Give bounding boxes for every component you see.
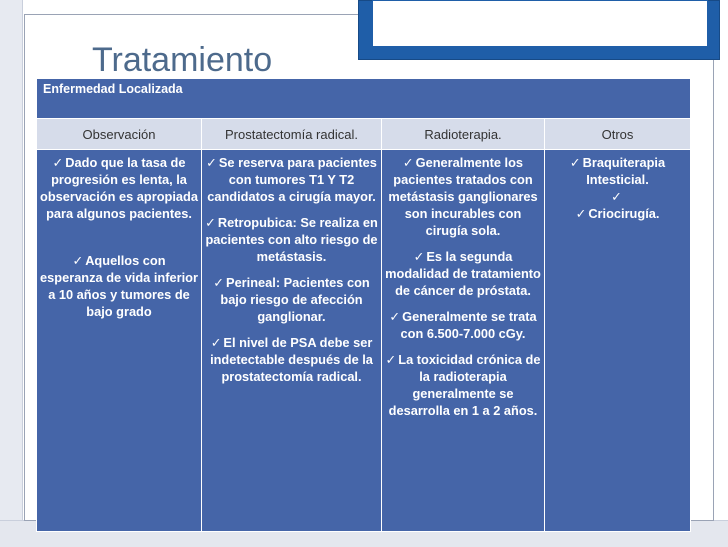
list-item [548,205,687,222]
column-header-otros: Otros [545,119,691,150]
column-header-row [37,119,691,150]
column-header-prostatectomia: Prostatectomía radical. [202,119,382,150]
checkmark-icon: ✓ [72,253,84,268]
cell-radioterapia [382,150,545,532]
list-item [40,154,198,222]
checkmark-icon: ✓ [210,335,222,350]
column-header-observacion: Observación [37,119,202,150]
cell-prostatectomia [202,150,382,532]
list-item-text: El nivel de PSA debe ser indetectable después de la prostatectomía radical. [210,335,373,384]
list-item [548,154,687,188]
list-item-text: Retropubica: Se realiza en pacientes con alto riesgo de metástasis. [205,215,378,264]
list-item [205,154,378,205]
list-item [40,252,198,320]
list-item-text: Dado que la tasa de progresión es lenta, la observación es apropiada para algunos pacientes. [40,155,198,221]
table-body-row [37,150,691,532]
list-item [385,154,541,239]
checkmark-icon: ✓ [575,206,587,221]
list-item-text: Aquellos con esperanza de vida inferior a 10 años y tumores de bajo grado [40,253,198,319]
list-item [205,334,378,385]
checkmark-icon: ✓ [385,352,397,367]
corner-decoration-inner [372,0,708,47]
list-item-text: Generalmente los pacientes tratados con metástasis ganglionares son incurables con cirugía sola. [388,155,538,238]
list-item-text: Generalmente se trata con 6.500-7.000 cGy. [400,309,537,341]
table-header-row [37,79,691,119]
list-item [385,308,541,342]
list-item-text: Perineal: Pacientes con bajo riesgo de afección ganglionar. [220,275,370,324]
checkmark-icon: ✓ [52,155,64,170]
checkmark-icon: ✓ [569,155,581,170]
list-item [205,274,378,325]
slide-title: Tratamiento [92,41,273,79]
list-item-text: Criocirugía. [588,206,660,221]
list-item [548,188,687,205]
cell-otros [545,150,691,532]
checkmark-icon: ✓ [389,309,401,324]
checkmark-icon: ✓ [611,189,622,204]
list-item [205,214,378,265]
checkmark-icon: ✓ [206,155,217,170]
slide-left-frame [0,0,23,546]
cell-observacion [37,150,202,532]
list-item-text: Se reserva para pacientes con tumores T1 Y T2 candidatos a cirugía mayor. [207,155,377,204]
checkmark-icon: ✓ [213,275,225,290]
list-item [385,248,541,299]
list-item [385,351,541,419]
list-item-text: Braquiterapia Intesticial. [582,155,666,187]
checkmark-icon: ✓ [413,249,425,264]
column-header-radioterapia: Radioterapia. [382,119,545,150]
treatment-table [36,78,691,532]
table-header-cell: Enfermedad Localizada [37,79,691,119]
list-item-text: Es la segunda modalidad de tratamiento de cáncer de próstata. [385,249,541,298]
list-item-text: La toxicidad crónica de la radioterapia generalmente se desarrolla en 1 a 2 años. [388,352,541,418]
checkmark-icon: ✓ [205,215,216,230]
checkmark-icon: ✓ [402,155,414,170]
